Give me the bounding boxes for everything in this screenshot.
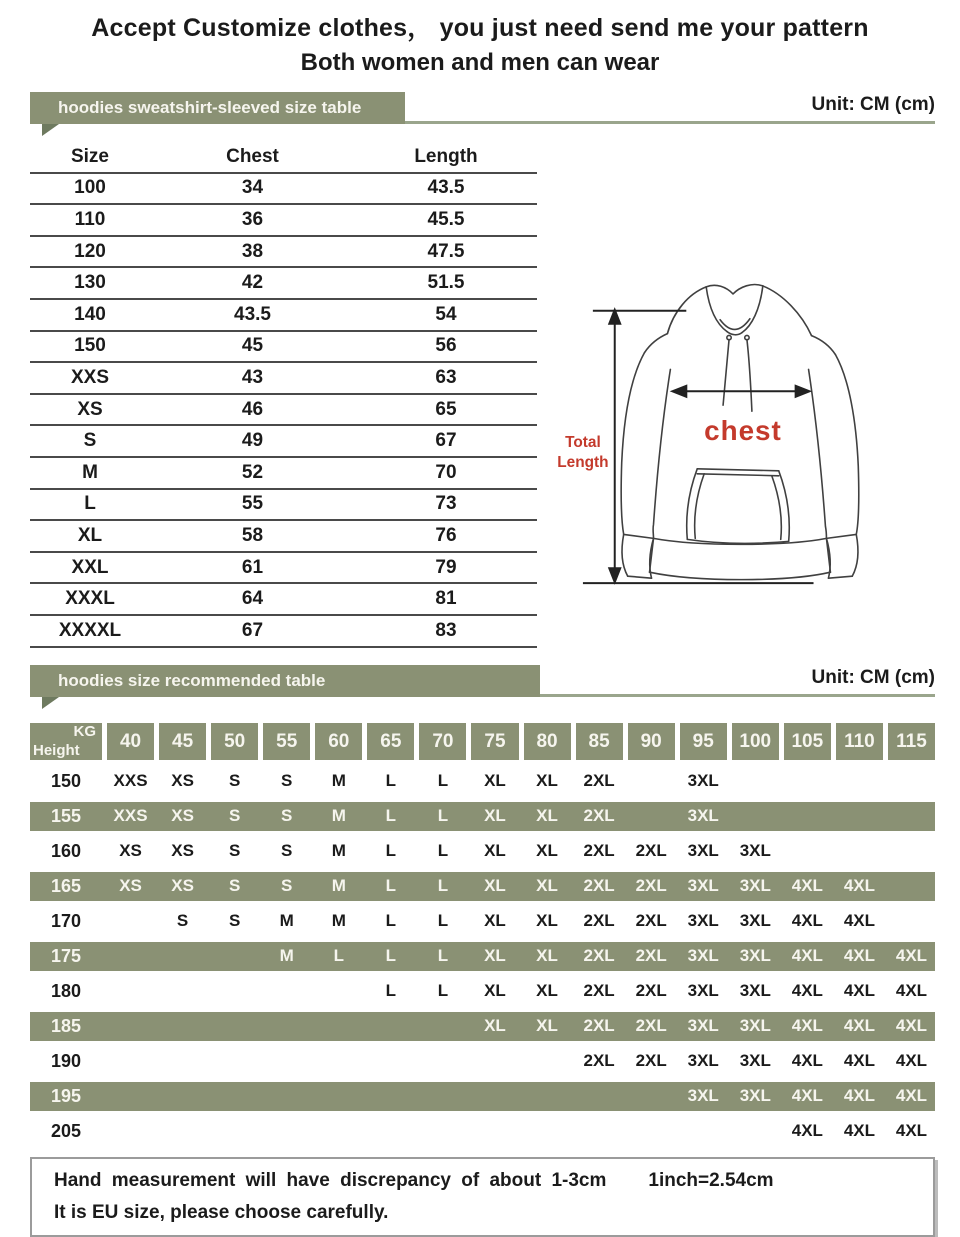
size-table-cell: 73 <box>355 489 537 521</box>
total-length-label-line2: Length <box>557 453 609 471</box>
recommend-table-row <box>30 974 935 1009</box>
footer-note <box>30 1157 935 1237</box>
recommended-size-cell: 3XL <box>687 1086 719 1105</box>
recommended-size-cell: 4XL <box>791 876 823 895</box>
recommended-size-cell: S <box>281 876 293 895</box>
size-table-cell: 38 <box>150 236 355 268</box>
size-table-cell: XS <box>30 394 150 426</box>
size-table-banner-label: hoodies sweatshirt-sleeved size table <box>58 98 362 117</box>
size-table-column-header: Length <box>355 142 537 173</box>
recommended-size-cell: 4XL <box>843 1086 875 1105</box>
weight-header-cell: 65 <box>367 723 414 760</box>
recommend-table <box>30 723 935 1149</box>
recommended-size-cell: L <box>385 911 397 930</box>
size-table-cell: 67 <box>150 615 355 647</box>
size-table-cell: XXXL <box>30 583 150 615</box>
size-table-cell: XXS <box>30 362 150 394</box>
recommended-size-cell: XL <box>484 911 506 930</box>
recommended-size-cell: XL <box>536 876 558 895</box>
recommended-size-cell: S <box>281 806 293 825</box>
weight-header-cell: 80 <box>524 723 571 760</box>
size-table-cell: 130 <box>30 267 150 299</box>
recommend-table-row <box>30 1114 935 1149</box>
recommended-size-cell: L <box>385 876 397 895</box>
recommended-size-cell: 2XL <box>583 806 615 825</box>
height-label: 205 <box>50 1120 82 1141</box>
recommend-table-row <box>30 834 935 869</box>
recommended-size-cell: XXS <box>113 771 148 790</box>
recommended-size-cell: XS <box>171 841 194 860</box>
recommended-size-cell: S <box>228 911 241 930</box>
recommended-size-cell: 4XL <box>895 1051 928 1070</box>
recommended-size-cell: L <box>437 841 449 860</box>
recommended-size-cell: 2XL <box>583 1051 615 1070</box>
recommended-size-cell: L <box>437 946 449 965</box>
recommended-size-cell: XL <box>484 1016 506 1035</box>
recommended-size-cell: 4XL <box>895 1121 928 1140</box>
size-table-cell: 120 <box>30 236 150 268</box>
weight-header-cell: 70 <box>419 723 466 760</box>
size-table-row <box>30 520 537 552</box>
size-table-cell: 76 <box>355 520 537 552</box>
unit-label: Unit: CM (cm) <box>811 94 935 115</box>
weight-header-cell: 50 <box>211 723 258 760</box>
recommended-size-cell: XS <box>171 771 194 790</box>
size-table-row <box>30 583 537 615</box>
recommended-size-cell: 4XL <box>791 946 823 965</box>
recommended-size-cell: 2XL <box>635 946 667 965</box>
recommended-size-cell: 2XL <box>635 981 667 1000</box>
recommended-size-cell: XL <box>484 981 506 1000</box>
size-table-cell: 140 <box>30 299 150 331</box>
size-table-cell: 63 <box>355 362 537 394</box>
recommended-size-cell: 4XL <box>843 1121 875 1140</box>
weight-header-cell: 105 <box>784 723 831 760</box>
weight-header-cell: 115 <box>888 723 935 760</box>
recommended-size-cell: 3XL <box>739 1016 771 1035</box>
size-table-cell: XXL <box>30 552 150 584</box>
recommended-size-cell: 3XL <box>739 876 771 895</box>
size-table-row <box>30 299 537 331</box>
recommended-size-cell: L <box>385 841 397 860</box>
size-table <box>30 142 537 648</box>
weight-header-cell: 110 <box>836 723 883 760</box>
recommend-table-row <box>30 1044 935 1079</box>
hoodie-diagram <box>537 142 935 648</box>
recommended-size-cell: M <box>279 911 294 930</box>
recommended-size-cell: 4XL <box>791 1086 823 1105</box>
recommended-size-cell: XXS <box>113 806 148 825</box>
size-table-row <box>30 394 537 426</box>
height-label: 180 <box>50 980 82 1001</box>
size-table-banner-row <box>30 92 935 124</box>
recommend-table-header-row <box>30 723 935 760</box>
size-table-column-header: Size <box>30 142 150 173</box>
recommended-size-cell: L <box>437 911 449 930</box>
size-table-cell: L <box>30 489 150 521</box>
size-table-section <box>30 142 935 648</box>
size-table-cell: 61 <box>150 552 355 584</box>
recommended-size-cell: 3XL <box>687 911 719 930</box>
size-table-cell: 81 <box>355 583 537 615</box>
height-label: 175 <box>50 945 82 966</box>
size-table-cell: 110 <box>30 204 150 236</box>
banner-tail <box>42 124 59 136</box>
recommended-size-cell: M <box>331 806 346 825</box>
weight-header-cell: 90 <box>628 723 675 760</box>
size-table-cell: 34 <box>150 173 355 205</box>
recommended-size-cell: 2XL <box>583 1016 615 1035</box>
recommended-size-cell: 3XL <box>739 911 771 930</box>
size-table-row <box>30 173 537 205</box>
recommended-size-cell: 4XL <box>895 1016 928 1035</box>
size-table-cell: 45 <box>150 331 355 363</box>
recommended-size-cell: 2XL <box>583 981 615 1000</box>
recommended-size-cell: 4XL <box>843 876 875 895</box>
recommended-size-cell: S <box>228 771 241 790</box>
size-table-row <box>30 457 537 489</box>
recommended-size-cell: 3XL <box>739 981 771 1000</box>
recommended-size-cell: XL <box>536 946 558 965</box>
recommend-table-row <box>30 1082 935 1111</box>
recommended-size-cell: 3XL <box>739 946 771 965</box>
size-table-row <box>30 362 537 394</box>
weight-header-cell: 60 <box>315 723 362 760</box>
size-table-cell: 52 <box>150 457 355 489</box>
size-table-cell: XL <box>30 520 150 552</box>
size-table-row <box>30 204 537 236</box>
chest-arrow <box>672 386 809 397</box>
page-title <box>0 0 960 77</box>
recommended-size-cell: 4XL <box>843 981 875 1000</box>
size-table-cell: 46 <box>150 394 355 426</box>
recommend-table-row <box>30 942 935 971</box>
recommended-size-cell: 2XL <box>583 911 615 930</box>
weight-header-cell: 45 <box>159 723 206 760</box>
recommended-size-cell: 3XL <box>687 771 719 790</box>
recommended-size-cell: 4XL <box>791 981 823 1000</box>
recommended-size-cell: 4XL <box>843 1016 875 1035</box>
recommended-size-cell: 2XL <box>583 771 615 790</box>
corner-kg-label: KG <box>73 722 96 740</box>
recommended-size-cell: XL <box>536 1016 558 1035</box>
size-table-cell: 64 <box>150 583 355 615</box>
recommended-size-cell: S <box>228 841 241 860</box>
recommended-size-cell: M <box>279 946 294 965</box>
recommended-size-cell: S <box>228 876 241 895</box>
recommended-size-cell: XL <box>536 771 558 790</box>
recommended-size-cell: XS <box>119 876 142 895</box>
height-label: 165 <box>50 875 82 896</box>
size-table-cell: M <box>30 457 150 489</box>
recommend-table-banner-label: hoodies size recommended table <box>58 670 326 690</box>
recommended-size-cell: XS <box>171 806 194 825</box>
size-table-row <box>30 267 537 299</box>
recommended-size-cell: L <box>437 806 449 825</box>
recommended-size-cell: XL <box>536 981 558 1000</box>
height-label: 155 <box>50 805 82 826</box>
weight-header-cell: 55 <box>263 723 310 760</box>
size-table-cell: 65 <box>355 394 537 426</box>
height-label: 195 <box>50 1085 82 1106</box>
recommended-size-cell: 3XL <box>687 806 719 825</box>
recommended-size-cell: 3XL <box>739 841 771 860</box>
recommended-size-cell: 4XL <box>843 946 875 965</box>
hoodie-line-art <box>537 274 935 602</box>
recommended-size-cell: XL <box>484 841 506 860</box>
size-table-column-header: Chest <box>150 142 355 173</box>
footer-line-1 <box>54 1168 915 1193</box>
recommended-size-cell: 2XL <box>583 876 615 895</box>
recommended-size-cell: L <box>385 771 397 790</box>
chest-label: chest <box>704 414 782 446</box>
size-table-cell: 70 <box>355 457 537 489</box>
title-line-1: Accept Customize clothes， you just need send me your pattern <box>91 14 869 42</box>
weight-header-cell: 85 <box>576 723 623 760</box>
recommended-size-cell: XL <box>536 911 558 930</box>
recommended-size-cell: 2XL <box>583 841 615 860</box>
recommended-size-cell: M <box>331 876 346 895</box>
size-table-cell: 49 <box>150 425 355 457</box>
recommended-size-cell: 3XL <box>687 1051 719 1070</box>
recommended-size-cell: 3XL <box>687 946 719 965</box>
recommended-size-cell: M <box>331 911 346 930</box>
size-table-cell: 54 <box>355 299 537 331</box>
recommended-size-cell: 3XL <box>687 876 719 895</box>
recommended-size-cell: M <box>331 771 346 790</box>
size-table-cell: 47.5 <box>355 236 537 268</box>
recommended-size-cell: 4XL <box>791 1016 823 1035</box>
size-table-cell: S <box>30 425 150 457</box>
recommended-size-cell: L <box>437 876 449 895</box>
recommended-size-cell: 4XL <box>843 911 875 930</box>
recommended-size-cell: L <box>385 946 397 965</box>
height-label: 150 <box>50 770 82 791</box>
recommended-size-cell: L <box>385 981 397 1000</box>
size-table-row <box>30 552 537 584</box>
unit-label: Unit: CM (cm) <box>811 666 935 688</box>
size-table-banner <box>30 92 405 124</box>
recommended-size-cell: S <box>281 841 293 860</box>
size-table-cell: 43.5 <box>150 299 355 331</box>
size-table-row <box>30 425 537 457</box>
height-label: 160 <box>50 840 82 861</box>
recommended-size-cell: 4XL <box>843 1051 875 1070</box>
recommended-size-cell: L <box>333 946 344 965</box>
recommended-size-cell: XL <box>484 876 506 895</box>
height-label: 190 <box>50 1050 82 1071</box>
size-table-cell: 55 <box>150 489 355 521</box>
recommended-size-cell: 3XL <box>687 1016 719 1035</box>
size-table-cell: 150 <box>30 331 150 363</box>
size-table-row <box>30 331 537 363</box>
recommended-size-cell: 2XL <box>635 1016 667 1035</box>
size-table-row <box>30 615 537 647</box>
recommended-size-cell: 4XL <box>791 1121 823 1140</box>
recommend-table-body <box>30 764 935 1149</box>
size-table-cell: 100 <box>30 173 150 205</box>
recommended-size-cell: 2XL <box>635 1051 667 1070</box>
weight-header-cell: 40 <box>107 723 154 760</box>
title-line-2: Both women and men can wear <box>300 49 660 76</box>
recommended-size-cell: S <box>228 806 241 825</box>
recommended-size-cell: S <box>176 911 189 930</box>
recommended-size-cell: XL <box>484 946 506 965</box>
footer-inch-conversion: 1inch=2.54cm <box>648 1169 774 1191</box>
size-table-row <box>30 236 537 268</box>
size-table-cell: 51.5 <box>355 267 537 299</box>
recommend-table-row <box>30 904 935 939</box>
size-table-header-row <box>30 142 537 173</box>
corner-height-label: Height <box>33 741 80 759</box>
recommended-size-cell: 3XL <box>687 981 719 1000</box>
size-table-cell: 58 <box>150 520 355 552</box>
height-label: 185 <box>50 1015 82 1036</box>
recommended-size-cell: XS <box>171 876 194 895</box>
recommended-size-cell: XL <box>536 806 558 825</box>
recommended-size-cell: 2XL <box>635 911 667 930</box>
footer-measurement-note: Hand measurement will have discrepancy of about 1-3cm <box>54 1169 607 1191</box>
weight-header-cell: 100 <box>732 723 779 760</box>
size-table-cell: 56 <box>355 331 537 363</box>
recommend-table-banner-row <box>30 665 935 697</box>
recommend-table-row <box>30 802 935 831</box>
recommended-size-cell: M <box>331 841 346 860</box>
recommended-size-cell: XL <box>536 841 558 860</box>
weight-header-cell: 75 <box>471 723 518 760</box>
recommended-size-cell: 4XL <box>791 911 823 930</box>
recommended-size-cell: 2XL <box>635 841 667 860</box>
size-table-cell: 36 <box>150 204 355 236</box>
recommended-size-cell: XL <box>484 806 506 825</box>
size-table-cell: 43 <box>150 362 355 394</box>
size-table-cell: 42 <box>150 267 355 299</box>
size-table-row <box>30 489 537 521</box>
recommended-size-cell: 3XL <box>687 841 719 860</box>
height-label: 170 <box>50 910 82 931</box>
recommended-size-cell: L <box>437 981 449 1000</box>
size-table-cell: 43.5 <box>355 173 537 205</box>
total-length-label-line1: Total <box>565 433 601 451</box>
recommended-size-cell: 3XL <box>739 1051 771 1070</box>
size-table-cell: 83 <box>355 615 537 647</box>
footer-line-2: It is EU size, please choose carefully. <box>54 1201 389 1223</box>
corner-cell <box>30 723 102 760</box>
recommended-size-cell: 4XL <box>895 981 928 1000</box>
recommended-size-cell: 2XL <box>583 946 615 965</box>
weight-header-cell: 95 <box>680 723 727 760</box>
size-table-cell: 67 <box>355 425 537 457</box>
recommend-table-row <box>30 872 935 901</box>
size-table-cell: XXXXL <box>30 615 150 647</box>
recommended-size-cell: 4XL <box>791 1051 823 1070</box>
size-table-cell: 79 <box>355 552 537 584</box>
recommended-size-cell: 4XL <box>895 946 928 965</box>
recommended-size-cell: S <box>281 771 293 790</box>
recommended-size-cell: 3XL <box>739 1086 771 1105</box>
size-table-cell: 45.5 <box>355 204 537 236</box>
recommended-size-cell: XL <box>484 771 506 790</box>
recommended-size-cell: L <box>437 771 449 790</box>
banner-tail <box>42 697 59 709</box>
recommended-size-cell: L <box>385 806 397 825</box>
recommended-size-cell: XS <box>119 841 142 860</box>
recommend-table-row <box>30 1012 935 1041</box>
recommend-table-banner <box>30 665 540 697</box>
recommended-size-cell: 4XL <box>895 1086 928 1105</box>
recommended-size-cell: 2XL <box>635 876 667 895</box>
recommend-table-row <box>30 764 935 799</box>
